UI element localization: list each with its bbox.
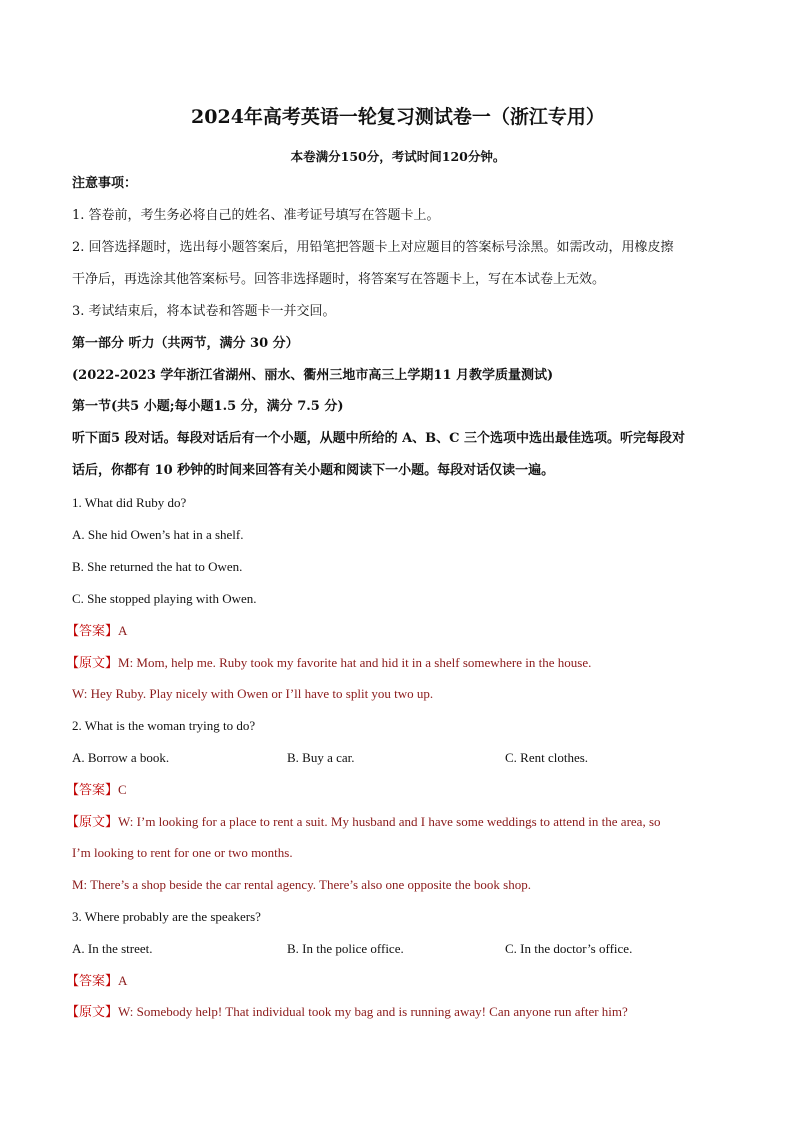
transcript-tag: 【原文】	[66, 1005, 119, 1020]
transcript-text: M: Mom, help me. Ruby took my favorite hat and hid it in a shelf somewhere in the house.	[118, 655, 592, 670]
q1-transcript-1	[66, 655, 591, 672]
q3-option-c: C. In the doctor’s office.	[505, 941, 633, 956]
note-1: 1. 答卷前，考生务必将自己的姓名、准考证号填写在答题卡上。	[72, 208, 440, 223]
notes-header: 注意事项：	[72, 176, 138, 191]
q1-answer	[66, 623, 127, 640]
answer-value: A	[118, 973, 128, 988]
question-1: 1. What did Ruby do?	[72, 495, 187, 510]
question-3: 3. Where probably are the speakers?	[72, 909, 261, 924]
answer-tag: 【答案】	[66, 783, 119, 798]
q2-transcript-3: M: There’s a shop beside the car rental agency. There’s also one opposite the book shop.	[72, 877, 531, 892]
q1-transcript-2: W: Hey Ruby. Play nicely with Owen or I’ll have to split you two up.	[72, 686, 434, 701]
q1-option-b: B. She returned the hat to Owen.	[72, 559, 243, 574]
page-title: 2024年高考英语一轮复习测试卷一（浙江专用）	[191, 106, 605, 128]
q3-answer	[66, 973, 127, 990]
q3-transcript-1	[66, 1004, 628, 1021]
transcript-text: W: I’m looking for a place to rent a suit. My husband and I have some weddings to attend in the area, so	[118, 814, 661, 829]
part-heading: 第一部分 听力（共两节，满分 30 分）	[72, 336, 299, 351]
transcript-tag: 【原文】	[66, 656, 119, 671]
question-2: 2. What is the woman trying to do?	[72, 718, 256, 733]
transcript-tag: 【原文】	[66, 815, 119, 830]
q2-option-a: A. Borrow a book.	[72, 750, 170, 765]
q1-option-a: A. She hid Owen’s hat in a shelf.	[72, 527, 244, 542]
q3-option-a: A. In the street.	[72, 941, 153, 956]
note-2: 2. 回答选择题时，选出每小题答案后，用铅笔把答题卡上对应题目的答案标号涂黑。如需改动，用橡皮擦	[72, 240, 674, 255]
note-3: 3. 考试结束后，将本试卷和答题卡一并交回。	[72, 304, 336, 319]
q2-option-c: C. Rent clothes.	[505, 750, 589, 765]
q1-option-c: C. She stopped playing with Owen.	[72, 591, 257, 606]
source-note: (2022-2023 学年浙江省湖州、丽水、衢州三地市高三上学期11 月教学质量测试)	[72, 368, 554, 383]
section-heading: 第一节(共5 小题;每小题1.5 分，满分 7.5 分)	[72, 399, 344, 414]
answer-value: C	[118, 782, 127, 797]
q2-transcript-2: I’m looking to rent for one or two months.	[72, 845, 293, 860]
answer-tag: 【答案】	[66, 974, 119, 989]
q2-transcript-1	[66, 814, 661, 831]
exam-info: 本卷满分150分，考试时间120分钟。	[290, 149, 506, 164]
instructions-line-1: 听下面5 段对话。每段对话后有一个小题，从题中所给的 A、B、C 三个选项中选出最佳选项。听完每段对	[72, 431, 686, 446]
q2-option-b: B. Buy a car.	[287, 750, 355, 765]
instructions-line-2: 话后，你都有 10 秒钟的时间来回答有关小题和阅读下一小题。每段对话仅读一遍。	[72, 463, 555, 478]
transcript-text: W: Somebody help! That individual took my bag and is running away! Can anyone run after him?	[118, 1004, 628, 1019]
note-2-cont: 干净后，再选涂其他答案标号。回答非选择题时，将答案写在答题卡上，写在本试卷上无效。	[72, 272, 606, 287]
q3-option-b: B. In the police office.	[287, 941, 404, 956]
q2-answer	[66, 782, 127, 799]
answer-value: A	[118, 623, 128, 638]
answer-tag: 【答案】	[66, 624, 119, 639]
